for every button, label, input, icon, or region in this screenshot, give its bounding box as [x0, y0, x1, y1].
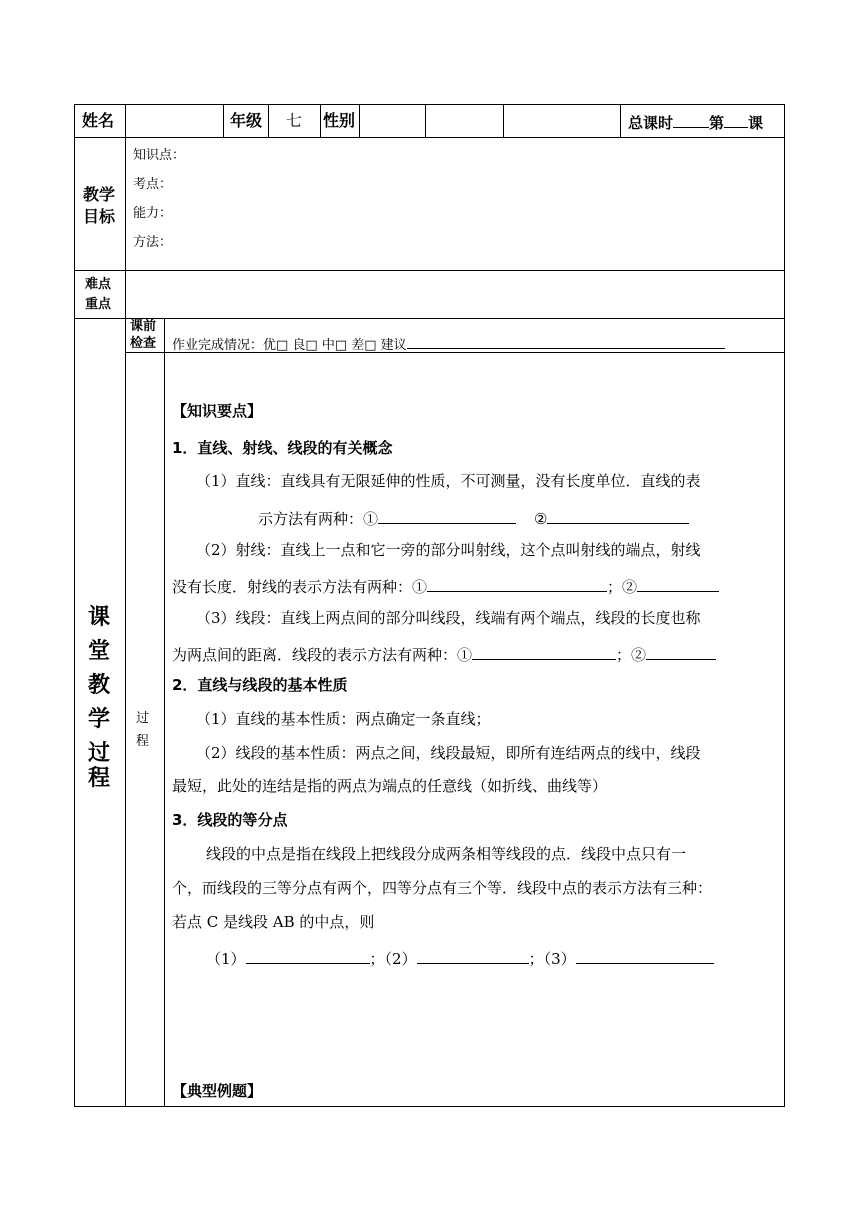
inner-label-divider — [164, 318, 165, 1107]
heading-knowledge-points: 【知识要点】 — [172, 402, 263, 420]
line-notation-blank-1 — [378, 509, 516, 524]
label-column-divider — [125, 104, 126, 1107]
total-hours — [628, 113, 763, 131]
s3-para-b: 个，而线段的三等分点有两个，四等分点有三个等．线段中点的表示方法有三种： — [172, 879, 713, 897]
segment-notation-blank-1 — [472, 645, 616, 660]
s1-line-b1: 示方法有两种：① — [258, 510, 379, 528]
table-left-border — [74, 104, 75, 1107]
homework-check — [172, 336, 725, 352]
table-bottom-border — [74, 1106, 785, 1107]
segment-notation-blank-2 — [646, 645, 716, 660]
grade-label: 年级 — [230, 111, 263, 130]
process-char-1: 课 — [88, 605, 111, 630]
ray-notation-blank-1 — [427, 577, 607, 592]
name-label: 姓名 — [82, 111, 115, 130]
table-right-border — [784, 104, 785, 1107]
s1-line-line-b — [258, 509, 689, 527]
section-1-title: 1．直线、射线、线段的有关概念 — [172, 439, 393, 457]
precheck-label-2: 检查 — [130, 336, 157, 351]
s1-ray-b1: 没有长度．射线的表示方法有两种：① — [172, 578, 428, 596]
difficulty-label-2: 重点 — [85, 297, 112, 312]
total-label-c: 课 — [748, 114, 764, 132]
goal-knowledge: 知识点： — [133, 148, 186, 163]
goals-label-1: 教学 — [83, 185, 116, 204]
total-label-b: 第 — [709, 114, 725, 132]
s1-line-b2: ② — [534, 510, 548, 528]
gender-label: 性别 — [323, 111, 356, 130]
goals-label-2: 目标 — [83, 207, 116, 226]
header-col-5 — [359, 104, 360, 138]
section-3-title: 3．线段的等分点 — [172, 811, 288, 829]
s2-line-2a: （2）线段的基本性质：两点之间，线段最短，即所有连结两点的线中，线段 — [196, 744, 701, 762]
precheck-label-1: 课前 — [130, 319, 157, 334]
grade-value: 七 — [286, 111, 303, 130]
row-divider-2 — [74, 270, 785, 271]
process-char-6: 程 — [88, 766, 111, 791]
lesson-number-blank — [724, 113, 748, 128]
goal-exam: 考点： — [133, 177, 173, 192]
header-col-4 — [320, 104, 321, 138]
goal-method: 方法： — [133, 235, 173, 250]
midpoint-blank-3 — [576, 949, 714, 964]
header-col-6 — [425, 104, 426, 138]
s1-ray-b2: ；② — [607, 578, 638, 596]
s1-line-line-a: （1）直线：直线具有无限延伸的性质，不可测量，没有长度单位．直线的表 — [196, 472, 701, 490]
midpoint-blank-1 — [246, 949, 370, 964]
section-2-title: 2．直线与线段的基本性质 — [172, 676, 348, 694]
s3-midpoint-formulas — [206, 949, 714, 967]
row-divider-1 — [74, 137, 785, 138]
s1-ray-line-b — [172, 577, 719, 595]
ray-notation-blank-2 — [637, 577, 719, 592]
total-label-a: 总课时 — [628, 114, 674, 132]
inner-label-2: 程 — [136, 734, 150, 749]
process-char-3: 教 — [88, 673, 111, 698]
heading-typical-examples: 【典型例题】 — [172, 1082, 263, 1100]
midpoint-blank-2 — [417, 949, 529, 964]
header-col-8 — [620, 104, 621, 138]
difficulty-label-1: 难点 — [85, 277, 112, 292]
inner-label-1: 过 — [136, 711, 150, 726]
s1-seg-line-a: （3）线段：直线上两点间的部分叫线段，线端有两个端点，线段的长度也称 — [196, 609, 701, 627]
s3-f3: ；（3） — [528, 950, 576, 968]
header-col-7 — [503, 104, 504, 138]
header-col-2 — [223, 104, 224, 138]
goal-ability: 能力： — [133, 206, 173, 221]
s3-para-c: 若点 C 是线段 AB 的中点，则 — [172, 913, 375, 931]
s1-seg-b1: 为两点间的距离．线段的表示方法有两种：① — [172, 646, 473, 664]
header-col-3 — [268, 104, 269, 138]
row-divider-3 — [74, 318, 785, 319]
process-char-5: 过 — [88, 741, 111, 766]
suggestion-blank — [407, 336, 725, 349]
s1-seg-b2: ；② — [616, 646, 647, 664]
s2-line-1: （1）直线的基本性质：两点确定一条直线； — [196, 710, 491, 728]
s3-f1: （1） — [206, 950, 246, 968]
s1-ray-line-a: （2）射线：直线上一点和它一旁的部分叫射线，这个点叫射线的端点，射线 — [196, 541, 701, 559]
s1-seg-line-b — [172, 645, 716, 663]
s3-f2: ；（2） — [369, 950, 417, 968]
s3-para-a: 线段的中点是指在线段上把线段分成两条相等线段的点．线段中点只有一 — [206, 845, 687, 863]
process-char-4: 学 — [88, 707, 111, 732]
total-hours-blank — [673, 113, 709, 128]
homework-text: 作业完成情况：优□ 良□ 中□ 差□ 建议 — [172, 338, 407, 353]
process-char-2: 堂 — [88, 639, 111, 664]
s2-line-2b: 最短，此处的连结是指的两点为端点的任意线（如折线、曲线等） — [172, 777, 608, 795]
line-notation-blank-2 — [547, 509, 689, 524]
table-top-border — [74, 104, 785, 105]
